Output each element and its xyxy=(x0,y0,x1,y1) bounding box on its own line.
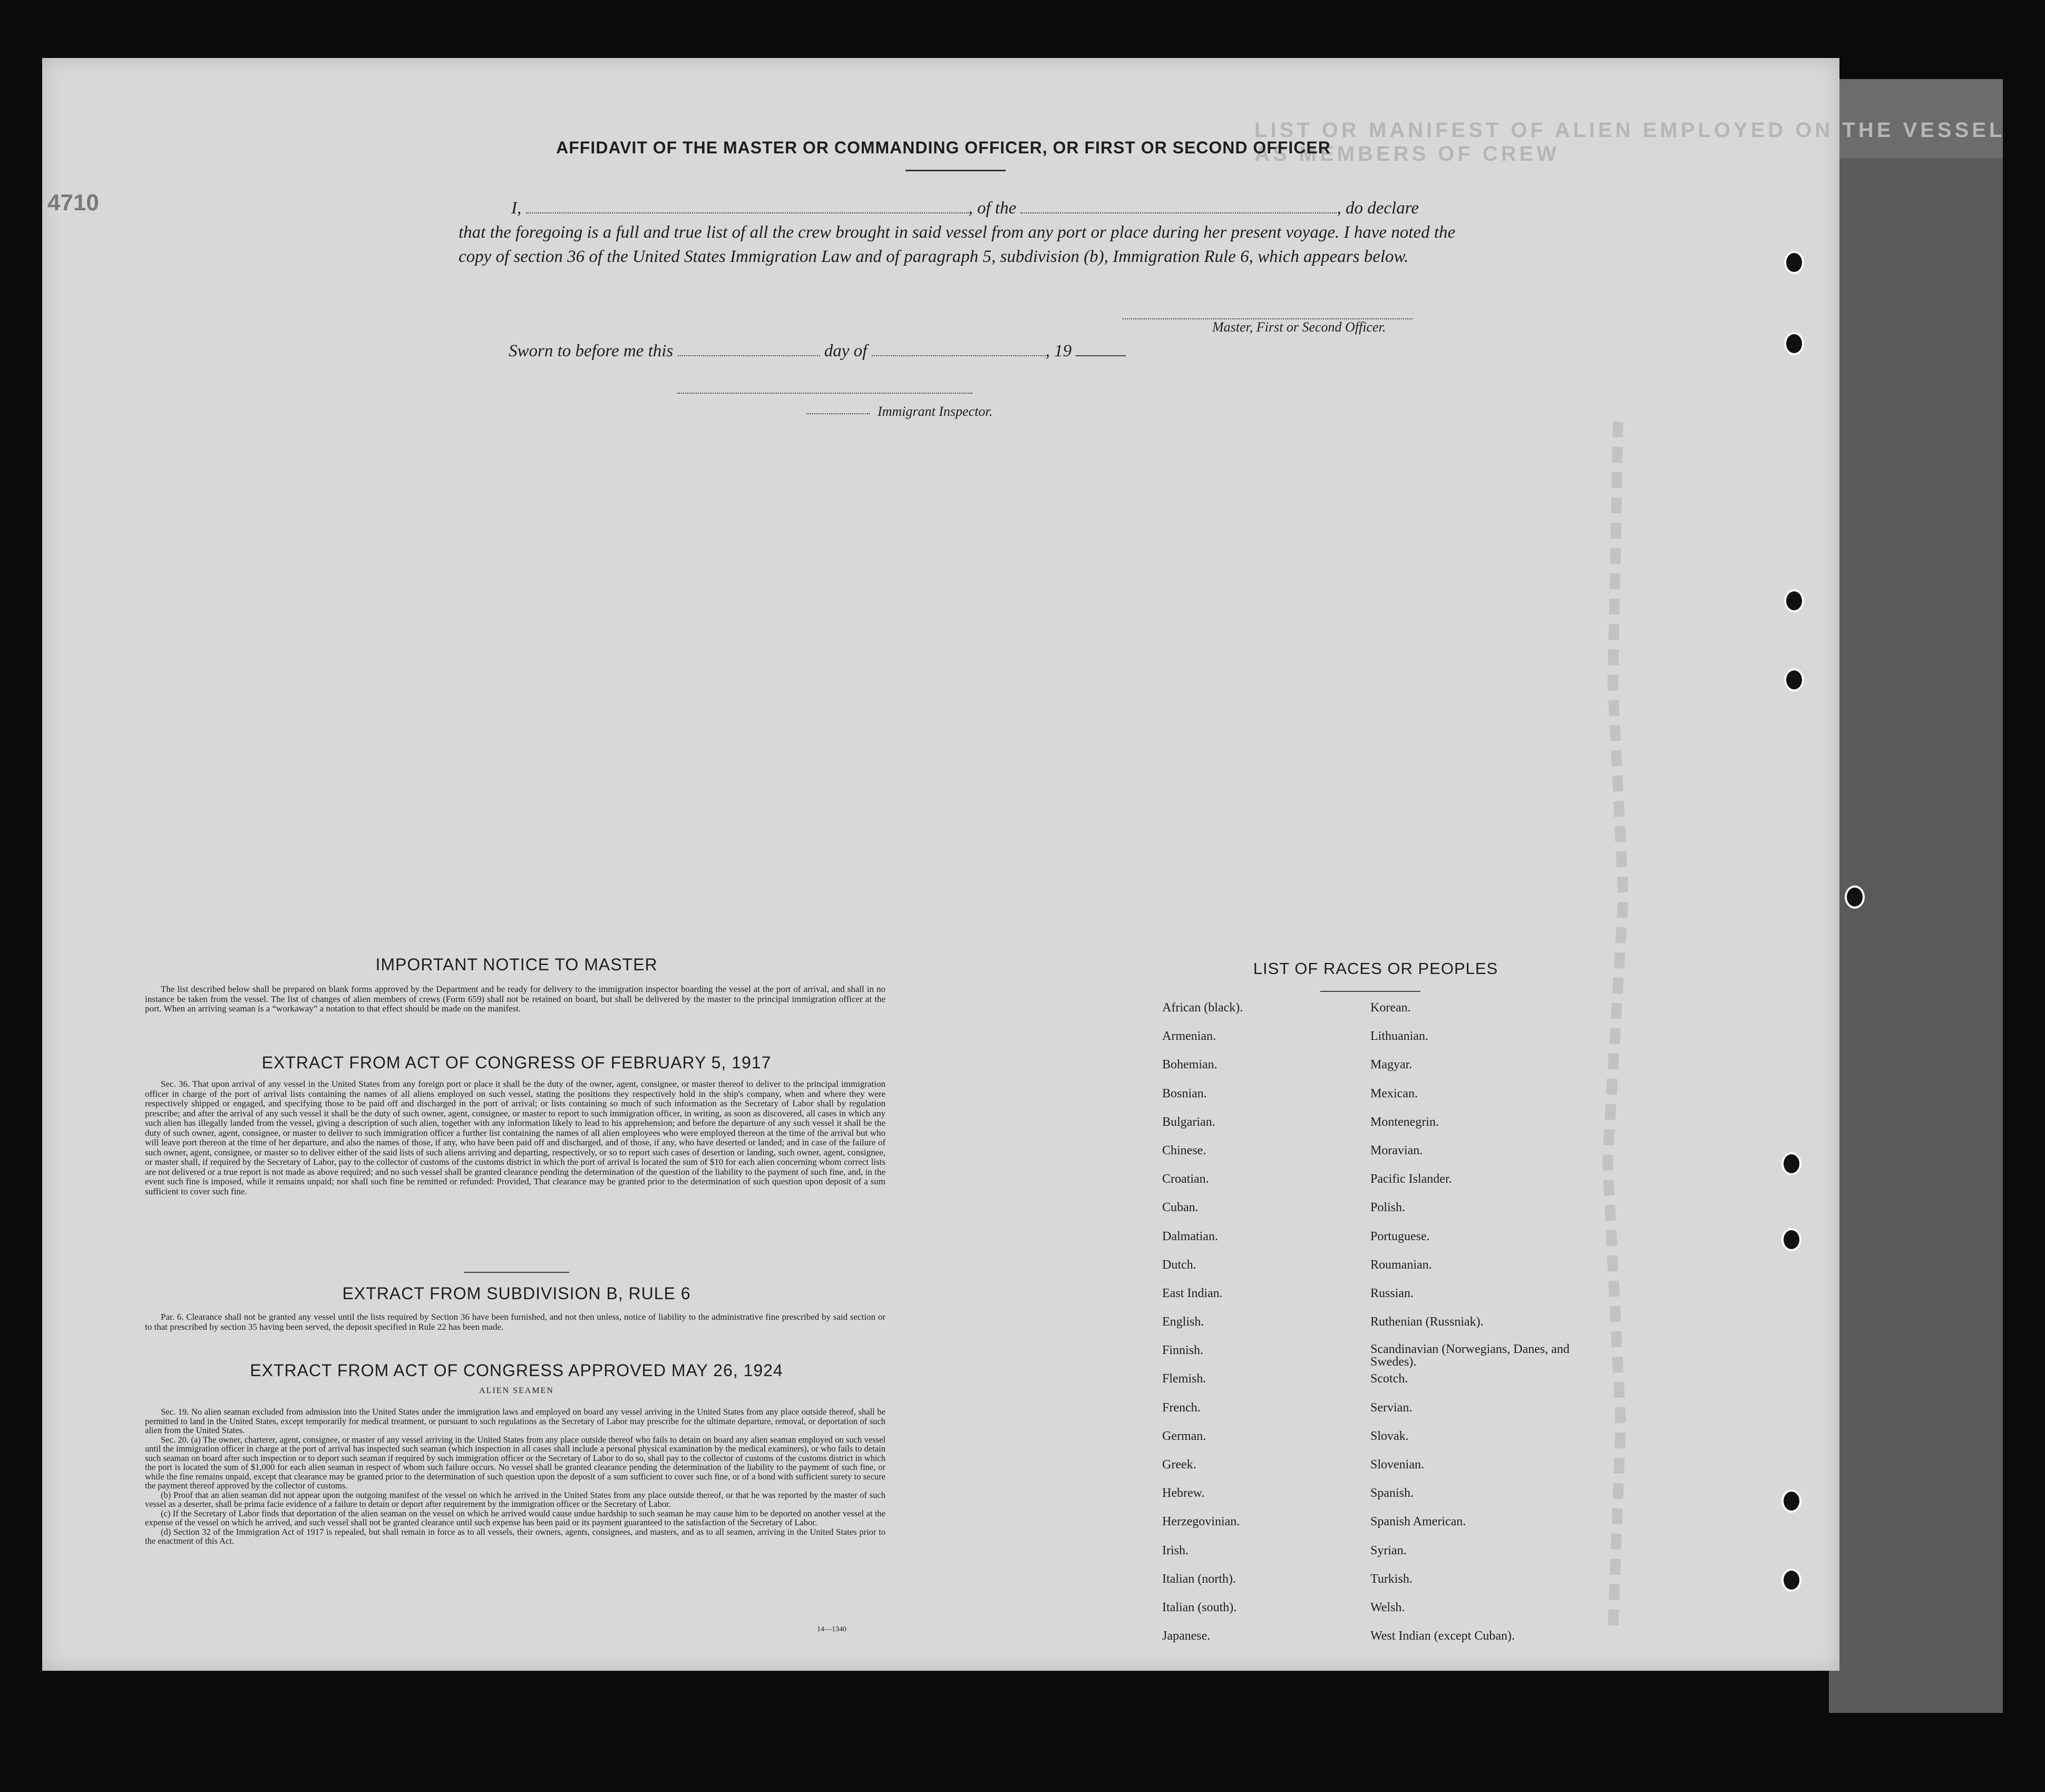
sworn-day-of: day of xyxy=(824,342,868,361)
binder-hole-icon xyxy=(1784,668,1804,692)
race-item: East Indian. xyxy=(1162,1286,1223,1300)
race-item: Slovak. xyxy=(1370,1429,1409,1443)
sworn-line xyxy=(509,342,1126,361)
race-item: Syrian. xyxy=(1370,1543,1407,1557)
race-item: Bosnian. xyxy=(1162,1086,1207,1100)
race-item: Ruthenian (Russniak). xyxy=(1370,1315,1484,1329)
race-item: Flemish. xyxy=(1162,1372,1206,1386)
binder-hole-icon xyxy=(1781,1489,1801,1513)
alien-seamen-heading: ALIEN SEAMEN xyxy=(479,1386,554,1395)
race-item: Russian. xyxy=(1370,1286,1414,1300)
race-item: Spanish. xyxy=(1370,1486,1414,1501)
of-the-label: , of the xyxy=(968,199,1017,218)
sec-20d-paragraph: (d) Section 32 of the Immigration Act of 1917 is repealed, but shall remain in force as to all vessels, their owners, agents, consignees, and masters, and as to all seamen, arriving in the United States prior to the enactment of this Act. xyxy=(145,1526,885,1546)
underlying-sheet xyxy=(1829,158,2003,1713)
race-item: Herzegovinian. xyxy=(1162,1515,1240,1529)
race-item: Lithuanian. xyxy=(1370,1029,1428,1044)
race-item: Chinese. xyxy=(1162,1143,1206,1157)
race-item: Greek. xyxy=(1162,1458,1196,1472)
binder-hole-icon xyxy=(1784,589,1804,612)
form-number: 14—1340 xyxy=(817,1625,846,1633)
races-rule xyxy=(1320,991,1420,992)
race-item: African (black). xyxy=(1162,1001,1243,1015)
race-item: Cuban. xyxy=(1162,1201,1199,1215)
notice-title: IMPORTANT NOTICE TO MASTER xyxy=(375,955,658,974)
rule6-title: EXTRACT FROM SUBDIVISION B, RULE 6 xyxy=(342,1284,691,1303)
race-item: French. xyxy=(1162,1400,1201,1415)
race-item: Turkish. xyxy=(1370,1572,1413,1586)
race-item: Polish. xyxy=(1370,1201,1406,1215)
signature-label: Master, First or Second Officer. xyxy=(1212,319,1386,335)
race-item: Hebrew. xyxy=(1162,1486,1205,1501)
race-item: German. xyxy=(1162,1429,1206,1443)
sec-20b-paragraph: (b) Proof that an alien seaman did not appear upon the outgoing manifest of the vessel on which he arrived in the United States from any place outside thereof, or that he was reported by the master of such vessel as a deserter, shall be prima facie evidence of a failure to detain or deport after requirement by the immigration officer or the Secretary of Labor. xyxy=(145,1489,885,1509)
race-item: Japanese. xyxy=(1162,1629,1211,1643)
declarant-prefix: I, xyxy=(511,199,522,218)
race-item: West Indian (except Cuban). xyxy=(1370,1629,1515,1643)
extract-1917-title: EXTRACT FROM ACT OF CONGRESS OF FEBRUARY 5, 1917 xyxy=(261,1053,772,1072)
affidavit-body: that the foregoing is a full and true list of all the crew brought in said vessel from any port or place during her present voyage. I have noted the copy of section 36 of the United States Immigration Law and of paragraph 5, subdivision (b), Immigration Rule 6, which appears below. xyxy=(459,223,1456,266)
bleed-through-text: LIST OR MANIFEST OF ALIEN EMPLOYED ON THE VESSEL AS MEMBERS OF CREW xyxy=(1254,119,2005,165)
race-item: Bohemian. xyxy=(1162,1058,1218,1072)
sec-20c-paragraph: (c) If the Secretary of Labor finds that deportation of the alien seaman on the vessel on which he arrived would cause undue hardship to such seaman he may cause him to be deported on another vessel at the expense of the vessel on which he arrived, and such vessel shall not be granted clearance until such expense has been paid or its payment guaranteed to the satisfaction of the Secretary of Labor. xyxy=(145,1508,885,1527)
race-item: Spanish American. xyxy=(1370,1515,1466,1529)
affidavit-title: AFFIDAVIT OF THE MASTER OR COMMANDING OFFICER, OR FIRST OR SECOND OFFICER xyxy=(556,138,1331,157)
race-item: Roumanian. xyxy=(1370,1258,1432,1272)
binder-hole-icon xyxy=(1784,251,1804,274)
race-item: Bulgarian. xyxy=(1162,1115,1215,1129)
race-item: Magyar. xyxy=(1370,1058,1413,1072)
binder-hole-icon xyxy=(1784,332,1804,355)
race-item: English. xyxy=(1162,1315,1204,1329)
race-item: Armenian. xyxy=(1162,1029,1216,1044)
race-item: Portuguese. xyxy=(1370,1229,1430,1243)
sworn-year-prefix: , 19 xyxy=(1045,342,1072,361)
binder-hole-icon xyxy=(1781,1569,1801,1592)
races-title: LIST OF RACES OR PEOPLES xyxy=(1253,959,1498,978)
inspector-leader-dots xyxy=(806,413,870,414)
race-item: Dutch. xyxy=(1162,1258,1196,1272)
sec-19-paragraph: Sec. 19. No alien seaman excluded from admission into the United States under the immigration laws and employed on board any vessel arriving in the United States from any place outside thereof, shall be permitted to land in the United States, except temporarily for medical treatment, or pursuant to such regulations as the Secretary of Labor may prescribe for the ultimate departure, removal, or deportation of such alien from the United States. xyxy=(145,1407,885,1435)
race-item: Pacific Islander. xyxy=(1370,1172,1452,1186)
sec-20a-paragraph: Sec. 20. (a) The owner, charterer, agent, consignee, or master of any vessel arriving in the United States from any place outside thereof who fails to detain on board any alien seaman employed on such vessel until the immigration officer in charge at the port of arrival has inspected such seaman (which inspection in all cases shall include a personal physical examination by the medical examiners), or who fails to detain such seaman on board after such inspection or to deport such seaman if required by such immigration officer or the Secretary of Labor to do so, shall pay to the collector of customs of the customs district in which the port is located the sum of $1,000 for each alien seaman in respect of whom such failure occurs. No vessel shall be granted clearance pending the determination of the liability to the payment of such fine, or while the fine remains unpaid, except that clearance may be granted prior to the determination of such question upon the deposit of a sum sufficient to cover such fine, or of a bond with sufficient surety to secure the payment thereof approved by the collector of customs. xyxy=(145,1434,885,1491)
extract-1924-title: EXTRACT FROM ACT OF CONGRESS APPROVED MAY 26, 1924 xyxy=(250,1361,783,1380)
race-item: Croatian. xyxy=(1162,1172,1209,1186)
race-item: Montenegrin. xyxy=(1370,1115,1439,1129)
section-divider xyxy=(464,1272,569,1273)
race-item: Italian (south). xyxy=(1162,1600,1237,1614)
race-item: Welsh. xyxy=(1370,1600,1405,1614)
race-item: Mexican. xyxy=(1370,1086,1418,1100)
vessel-name-field[interactable] xyxy=(1020,209,1337,213)
sworn-prefix: Sworn to before me this xyxy=(509,342,674,361)
race-item: Moravian. xyxy=(1370,1143,1423,1157)
races-left-column xyxy=(1162,1000,1362,1657)
rule6-text: Par. 6. Clearance shall not be granted any vessel until the lists required by Section 36 have been furnished, and not then unless, notice of liability to the administrative fine prescribed by said section or to that prescribed by section 35 having been served, the deposit specified in Rule 22 has been made. xyxy=(145,1312,885,1332)
sworn-year-field[interactable] xyxy=(1076,352,1126,356)
pencil-marks xyxy=(1581,422,1655,1634)
sworn-month-field[interactable] xyxy=(872,352,1046,356)
do-declare-label: , do declare xyxy=(1337,199,1419,218)
races-right-column xyxy=(1370,1000,1592,1657)
race-item: Italian (north). xyxy=(1162,1572,1236,1586)
race-item: Irish. xyxy=(1162,1543,1189,1557)
race-item: Dalmatian. xyxy=(1162,1229,1218,1243)
race-item: Scotch. xyxy=(1370,1372,1408,1386)
binder-hole-icon xyxy=(1781,1152,1801,1175)
race-item: Korean. xyxy=(1370,1001,1411,1015)
race-item: Servian. xyxy=(1370,1400,1413,1415)
race-item: Slovenian. xyxy=(1370,1458,1424,1472)
extract-1924-text xyxy=(145,1407,885,1546)
notice-text: The list described below shall be prepared on blank forms approved by the Department and be ready for delivery to the immigration inspector boarding the vessel at the port of arrival, and shall in no instance be taken from the vessel. The list of changes of alien members of crews (Form 659) shall not be retained on board, but shall be delivered by the master to the principal immigration officer at the port. When an arriving seaman is a “workaway” a notation to that effect should be made on the manifest. xyxy=(145,984,885,1014)
inspector-label: Immigrant Inspector. xyxy=(878,404,993,419)
affidavit-text xyxy=(459,196,1460,269)
race-item: Scandinavian (Norwegians, Danes, and Swedes). xyxy=(1370,1342,1570,1369)
binder-hole-icon xyxy=(1781,1228,1801,1251)
officer-name-field[interactable] xyxy=(526,209,969,213)
extract-1917-text: Sec. 36. That upon arrival of any vessel in the United States from any foreign port or place it shall be the duty of the owner, agent, consignee, or master thereof to deliver to the principal immigration officer in charge of the port of arrival lists containing the names of all aliens employed on such vessel, stating the positions they respectively hold in the ship's company, when and where they were respectively shipped or engaged, and specifying those to be paid off and discharged in the port of arrival; or lists containing so much of such information as the Secretary of Labor shall by regulation prescribe; and after the arrival of any such vessel it shall be the duty of such owner, agent, consignee, or master to report to such immigration officer, in writing, as soon as discovered, all cases in which any such alien has illegally landed from the vessel, giving a description of such alien, together with any information likely to lead to his apprehension; and before the departure of any such vessel it shall be the duty of such owner, agent, consignee, or master to deliver to such immigration officer a further list containing the names of all alien employees who were employed thereon at the time of the arrival but who will leave port thereon at the time of her departure, and also the names of those, if any, who have been paid off and discharged, and of those, if any, who have deserted or landed; and in case of the failure of such owner, agent, consignee, or master so to deliver either of the said lists of such aliens arriving and departing, respectively, or so to report such cases of desertion or landing, such owner, agent, consignee, or master shall, if required by the Secretary of Labor, pay to the collector of customs of the customs district in which the port of arrival is located the sum of $10 for each alien concerning whom correct lists are not delivered or a true report is not made as above required; and no such vessel shall be granted clearance pending the determination of the question of the liability to the payment of such fine, and, in the event such fine is imposed, while it remains unpaid; nor shall such fine be remitted or refunded: Provided, That clearance may be granted prior to the determination of such question upon deposit of a sum sufficient to cover such fine. xyxy=(145,1079,885,1196)
margin-mark: 4710 xyxy=(47,190,99,216)
sworn-day-field[interactable] xyxy=(678,352,820,356)
binder-hole-icon xyxy=(1845,885,1865,909)
race-item: Finnish. xyxy=(1162,1343,1204,1358)
title-rule xyxy=(905,170,1006,171)
inspector-signature-line[interactable] xyxy=(677,393,972,394)
